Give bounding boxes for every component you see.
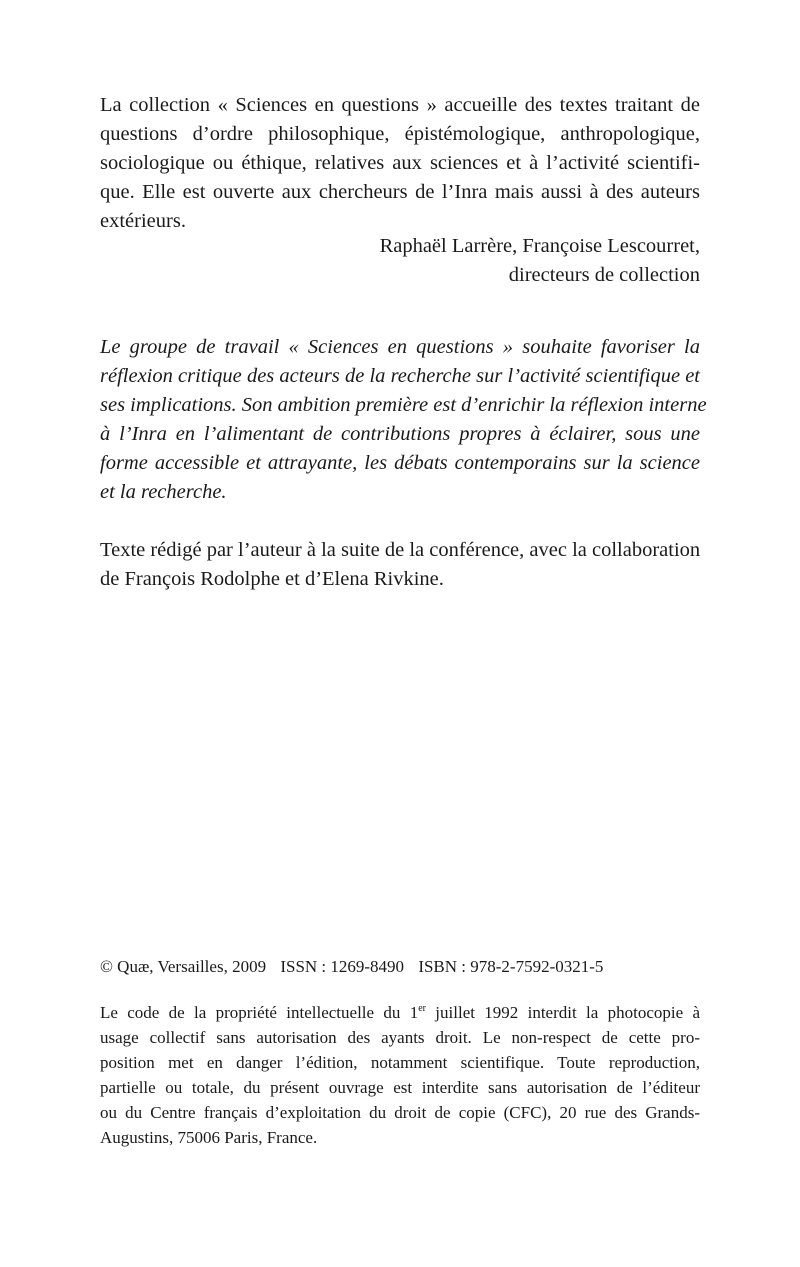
legal-line-end: juillet 1992 interdit la photocopie à: [425, 1003, 700, 1022]
isbn: ISBN : 978-2-7592-0321-5: [418, 957, 604, 976]
legal-line: [100, 1000, 700, 1025]
working-group-statement: [100, 333, 707, 507]
intro-line: questions d’ordre philosophique, épistémologique, anthropologique,: [100, 123, 700, 145]
legal-notice: [100, 1000, 700, 1150]
copyright-line: [100, 954, 700, 980]
publisher-info: © Quæ, Versailles, 2009: [100, 957, 267, 976]
legal-line: ou du Centre français d’exploitation du droit de copie (CFC), 20 rue des Grands-: [100, 1103, 700, 1122]
group-line: Le groupe de travail « Sciences en questions » souhaite favoriser la: [100, 336, 700, 358]
legal-line: position met en danger l’édition, notamment scientifique. Toute reproduction,: [100, 1053, 700, 1072]
intro-line: extérieurs.: [100, 210, 186, 232]
collection-description: [100, 91, 700, 236]
legal-line-start: Le code de la propriété intellectuelle du 1: [100, 1003, 419, 1022]
group-line: ses implications. Son ambition première est d’enrichir la réflexion interne: [100, 394, 707, 416]
legal-line: usage collectif sans autorisation des ayants droit. Le non-respect de cette pro-: [100, 1028, 700, 1047]
group-line: à l’Inra en l’alimentant de contributions propres à éclairer, sous une: [100, 423, 700, 445]
ordinal-superscript: er: [418, 1003, 426, 1014]
legal-line: Augustins, 75006 Paris, France.: [100, 1128, 318, 1147]
intro-line: sociologique ou éthique, relatives aux sciences et à l’activité scientifi-: [100, 152, 700, 174]
legal-line: partielle ou totale, du présent ouvrage est interdite sans autorisation de l’éditeur: [100, 1078, 700, 1097]
redaction-line: Texte rédigé par l’auteur à la suite de la conférence, avec la collaboration: [100, 539, 701, 561]
intro-line: que. Elle est ouverte aux chercheurs de l’Inra mais aussi à des auteurs: [100, 181, 700, 203]
collection-directors-signature: [100, 232, 700, 290]
redaction-note: [100, 536, 700, 594]
intro-line: La collection « Sciences en questions » accueille des textes traitant de: [100, 94, 700, 116]
group-line: réflexion critique des acteurs de la recherche sur l’activité scientifique et: [100, 365, 700, 387]
directors-role: directeurs de collection: [508, 264, 700, 286]
redaction-line: de François Rodolphe et d’Elena Rivkine.: [100, 568, 444, 590]
directors-names: Raphaël Larrère, Françoise Lescourret,: [379, 235, 700, 257]
group-line: et la recherche.: [100, 481, 227, 503]
issn: ISSN : 1269-8490: [280, 957, 405, 976]
group-line: forme accessible et attrayante, les débats contemporains sur la science: [100, 452, 700, 474]
